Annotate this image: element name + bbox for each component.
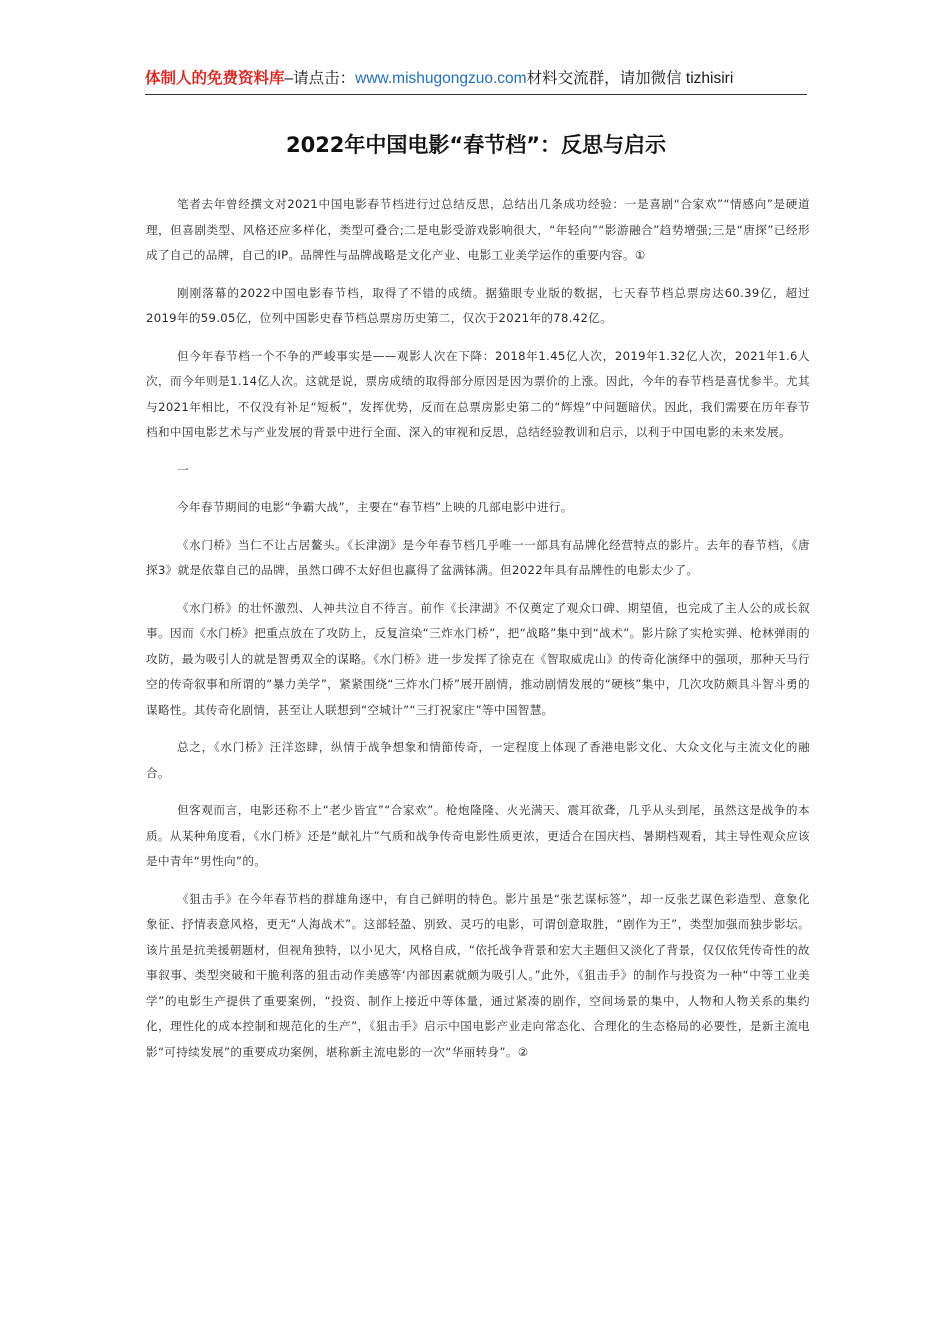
header-prompt: –请点击： xyxy=(284,70,356,87)
paragraph-intro: 笔者去年曾经撰文对2021中国电影春节档进行过总结反思，总结出几条成功经验：一是喜剧“合家欢”“情感向”是硬道理，但喜剧类型、风格还应多样化，类型可叠合;二是电影受游戏影响很大，“年轻向”“影游融合”趋势增强;三是“唐探”已经形成了自己的品牌，自己的IP。品牌性与品牌战略是文化产业、电影工业美学运作的重要内容。① xyxy=(146,197,810,262)
article-title: 2022年中国电影“春节档”：反思与启示 xyxy=(285,133,667,157)
paragraph-critique: 但客观而言，电影还称不上“老少皆宜”“合家欢”。枪炮隆隆、火光满天、震耳欲聋，几乎从头到尾，虽然这是战争的本质。从某种角度看，《水门桥》还是“献礼片”气质和战争传奇电影性质更浓，更适合在国庆档、暑期档观看，其主导性观众应该是中青年“男性向”的。 xyxy=(146,803,810,868)
paragraph-box-office: 刚刚落幕的2022中国电影春节档，取得了不错的成绩。据猫眼专业版的数据，七天春节档总票房达60.39亿，超过2019年的59.05亿，位列中国影史春节档总票房历史第二，仅次于2021年的78.42亿。 xyxy=(146,285,810,325)
paragraph-water-gate-bridge: 《水门桥》当仁不让占居鳌头。《长津湖》是今年春节档几乎唯一一部具有品牌化经营特点的影片。去年的春节档，《唐探3》就是依靠自己的品牌，虽然口碑不太好但也赢得了盆满钵满。但2022年具有品牌性的电影太少了。 xyxy=(146,537,810,577)
paragraph-attendance: 但今年春节档一个不争的严峻事实是——观影人次在下降：2018年1.45亿人次，2019年1.32亿人次，2021年1.6人次，而今年则是1.14亿人次。这就是说，票房成绩的取得部分原因是因为票价的上涨。因此，今年的春节档是喜忧参半。尤其与2021年相比，不仅没有补足“短板”，发挥优势，反而在总票房影史第二的“辉煌”中问题暗伏。因此，我们需要在历年春节档和中国电影艺术与产业发展的背景中进行全面、深入的审视和反思，总结经验教训和启示，以利于中国电影的未来发展。 xyxy=(146,348,810,439)
header-brand: 体制人的免费资料库 xyxy=(145,70,285,87)
paragraph-competition: 今年春节期间的电影“争霸大战”，主要在“春节档”上映的几部电影中进行。 xyxy=(177,500,573,514)
header-website-link[interactable]: www.mishugongzuo.com xyxy=(355,70,527,87)
paragraph-sniper: 《狙击手》在今年春节档的群雄角逐中，有自己鲜明的特色。影片虽是“张艺谋标签”，却一反张艺谋色彩造型、意象化象征、抒情表意风格，更无“人海战术”。这部轻盈、别致、灵巧的电影，可谓创意取胜，“剧作为王”，类型加强而独步影坛。该片虽是抗美援朝题材，但视角独特，以小见大，风格自成，“依托战争背景和宏大主题但又淡化了背景，仅仅依凭传奇性的故事叙事、类型突破和干脆利落的狙击动作美感等‘内部因素就颇为吸引人。”此外，《狙击手》的制作与投资为一种“中等工业美学”的电影生产提供了重要案例，“投资、制作上接近中等体量，通过紧凑的剧作，空间场景的集中，人物和人物关系的集约化，理性化的成本控制和规范化的生产”，《狙击手》启示中国电影产业走向常态化、合理化的生态格局的必要性，是新主流电影“可持续发展”的重要成功案例，堪称新主流电影的一次“华丽转身”。② xyxy=(146,891,810,1059)
paragraph-water-gate-analysis: 《水门桥》的壮怀激烈、人神共泣自不待言。前作《长津湖》不仅奠定了观众口碑、期望值，也完成了主人公的成长叙事。因而《水门桥》把重点放在了攻防上，反复渲染“三炸水门桥”，把“战略”集中到“战术”。影片除了实枪实弹、枪林弹雨的攻防，最为吸引人的就是智勇双全的谋略。《水门桥》进一步发挥了徐克在《智取威虎山》的传奇化演绎中的强项，那种天马行空的传奇叙事和所谓的“暴力美学”，紧紧围绕“三炸水门桥”展开剧情，推动剧情发展的“硬核”集中，几次攻防颇具斗智斗勇的谋略性。其传奇化剧情，甚至让人联想到“空城计”“三打祝家庄”等中国智慧。 xyxy=(146,600,810,717)
article-body xyxy=(146,192,810,1077)
header-banner xyxy=(145,66,807,95)
paragraph-summary: 总之，《水门桥》汪洋恣肆，纵情于战争想象和情節传奇，一定程度上体现了香港电影文化、大众文化与主流文化的融合。 xyxy=(146,740,810,780)
section-number: 一 xyxy=(177,462,189,477)
header-wechat-note: 材料交流群，请加微信 tizhisiri xyxy=(526,70,734,87)
